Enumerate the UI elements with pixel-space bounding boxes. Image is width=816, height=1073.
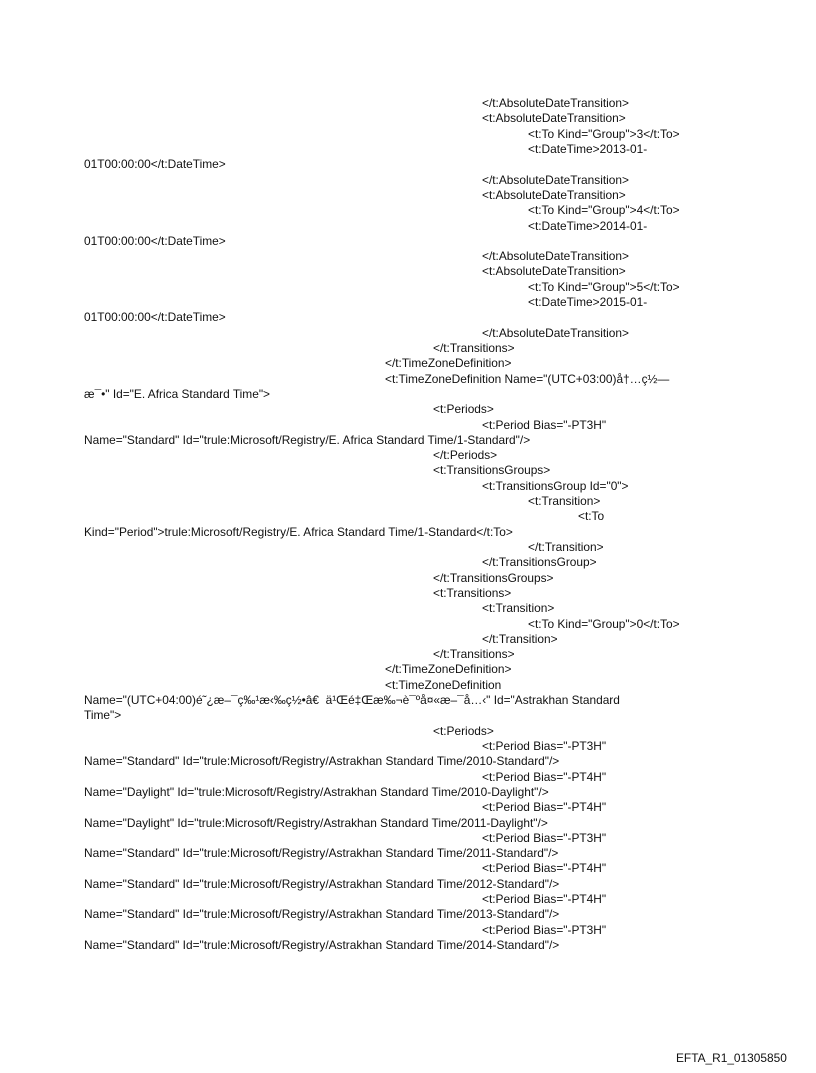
xml-line: <t:TimeZoneDefinition [385, 678, 502, 692]
xml-line: <t:Period Bias="-PT3H" [482, 418, 607, 432]
xml-line: <t:To Kind="Group">4</t:To> [528, 203, 680, 217]
xml-line: <t:Periods> [433, 402, 494, 416]
xml-line: </t:TimeZoneDefinition> [385, 356, 512, 370]
xml-line: Name="Standard" Id="trule:Microsoft/Registry/Astrakhan Standard Time/2010-Standard"/> [84, 754, 560, 768]
document-id-footer: EFTA_R1_01305850 [676, 1051, 787, 1065]
xml-line: <t:Period Bias="-PT4H" [482, 861, 607, 875]
xml-line: <t:Period Bias="-PT3H" [482, 831, 607, 845]
xml-line: <t:AbsoluteDateTransition> [482, 188, 626, 202]
xml-line: <t:Transition> [482, 601, 555, 615]
xml-line: <t:Period Bias="-PT4H" [482, 800, 607, 814]
xml-line: <t:Transition> [528, 494, 601, 508]
xml-line: </t:AbsoluteDateTransition> [482, 173, 629, 187]
xml-line: Name="Standard" Id="trule:Microsoft/Registry/Astrakhan Standard Time/2011-Standard"/> [84, 846, 559, 860]
xml-line: Kind="Period">trule:Microsoft/Registry/E. Africa Standard Time/1-Standard</t:To> [84, 525, 513, 539]
xml-line: Time"> [84, 708, 122, 722]
xml-line: 01T00:00:00</t:DateTime> [84, 234, 226, 248]
xml-line: </t:Transitions> [433, 341, 515, 355]
xml-line: Name="Daylight" Id="trule:Microsoft/Registry/Astrakhan Standard Time/2011-Daylight"/> [84, 816, 548, 830]
xml-line: </t:Transition> [528, 540, 604, 554]
xml-line: Name="Standard" Id="trule:Microsoft/Registry/Astrakhan Standard Time/2013-Standard"/> [84, 907, 560, 921]
xml-line: Name="Standard" Id="trule:Microsoft/Registry/E. Africa Standard Time/1-Standard"/> [84, 433, 531, 447]
xml-line: </t:AbsoluteDateTransition> [482, 249, 629, 263]
xml-line: <t:Period Bias="-PT3H" [482, 739, 607, 753]
xml-line: <t:Period Bias="-PT4H" [482, 770, 607, 784]
xml-line: </t:TransitionsGroups> [433, 571, 554, 585]
xml-line: <t:To Kind="Group">5</t:To> [528, 280, 680, 294]
xml-line: 01T00:00:00</t:DateTime> [84, 310, 226, 324]
xml-line: </t:Transitions> [433, 647, 515, 661]
xml-line: <t:AbsoluteDateTransition> [482, 264, 626, 278]
xml-line: <t:DateTime>2015-01- [528, 295, 648, 309]
xml-line: </t:TransitionsGroup> [482, 555, 597, 569]
xml-line: <t:Periods> [433, 724, 494, 738]
xml-line: <t:DateTime>2013-01- [528, 142, 648, 156]
xml-line: <t:TransitionsGroup Id="0"> [482, 479, 629, 493]
xml-line: <t:TimeZoneDefinition Name="(UTC+03:00)å†…ç½— [385, 372, 670, 386]
xml-line: 01T00:00:00</t:DateTime> [84, 157, 226, 171]
xml-line: <t:To Kind="Group">0</t:To> [528, 617, 680, 631]
xml-line: <t:AbsoluteDateTransition> [482, 111, 626, 125]
xml-line: <t:To Kind="Group">3</t:To> [528, 127, 680, 141]
xml-line: <t:Transitions> [433, 586, 512, 600]
xml-line: <t:Period Bias="-PT4H" [482, 892, 607, 906]
xml-line: Name="Daylight" Id="trule:Microsoft/Registry/Astrakhan Standard Time/2010-Daylight"/> [84, 785, 549, 799]
xml-line: </t:Periods> [433, 448, 498, 462]
xml-line: </t:AbsoluteDateTransition> [482, 326, 629, 340]
xml-line: <t:TransitionsGroups> [433, 463, 551, 477]
xml-line: æ¯•" Id="E. Africa Standard Time"> [84, 387, 270, 401]
xml-line: <t:DateTime>2014-01- [528, 219, 648, 233]
xml-line: Name="Standard" Id="trule:Microsoft/Registry/Astrakhan Standard Time/2014-Standard"/> [84, 938, 560, 952]
xml-line: </t:Transition> [482, 632, 558, 646]
xml-line: Name="(UTC+04:00)é˜¿æ–¯ç‰¹æ‹‰ç½•â€ ä¹Œé‡Œæ‰¬è¯ºå¤«æ–¯å…‹" Id="Astrakhan Standard [84, 693, 620, 707]
xml-line: <t:To [578, 509, 605, 523]
xml-line: </t:TimeZoneDefinition> [385, 662, 512, 676]
xml-line: </t:AbsoluteDateTransition> [482, 96, 629, 110]
xml-line: <t:Period Bias="-PT3H" [482, 923, 607, 937]
xml-line: Name="Standard" Id="trule:Microsoft/Registry/Astrakhan Standard Time/2012-Standard"/> [84, 877, 560, 891]
